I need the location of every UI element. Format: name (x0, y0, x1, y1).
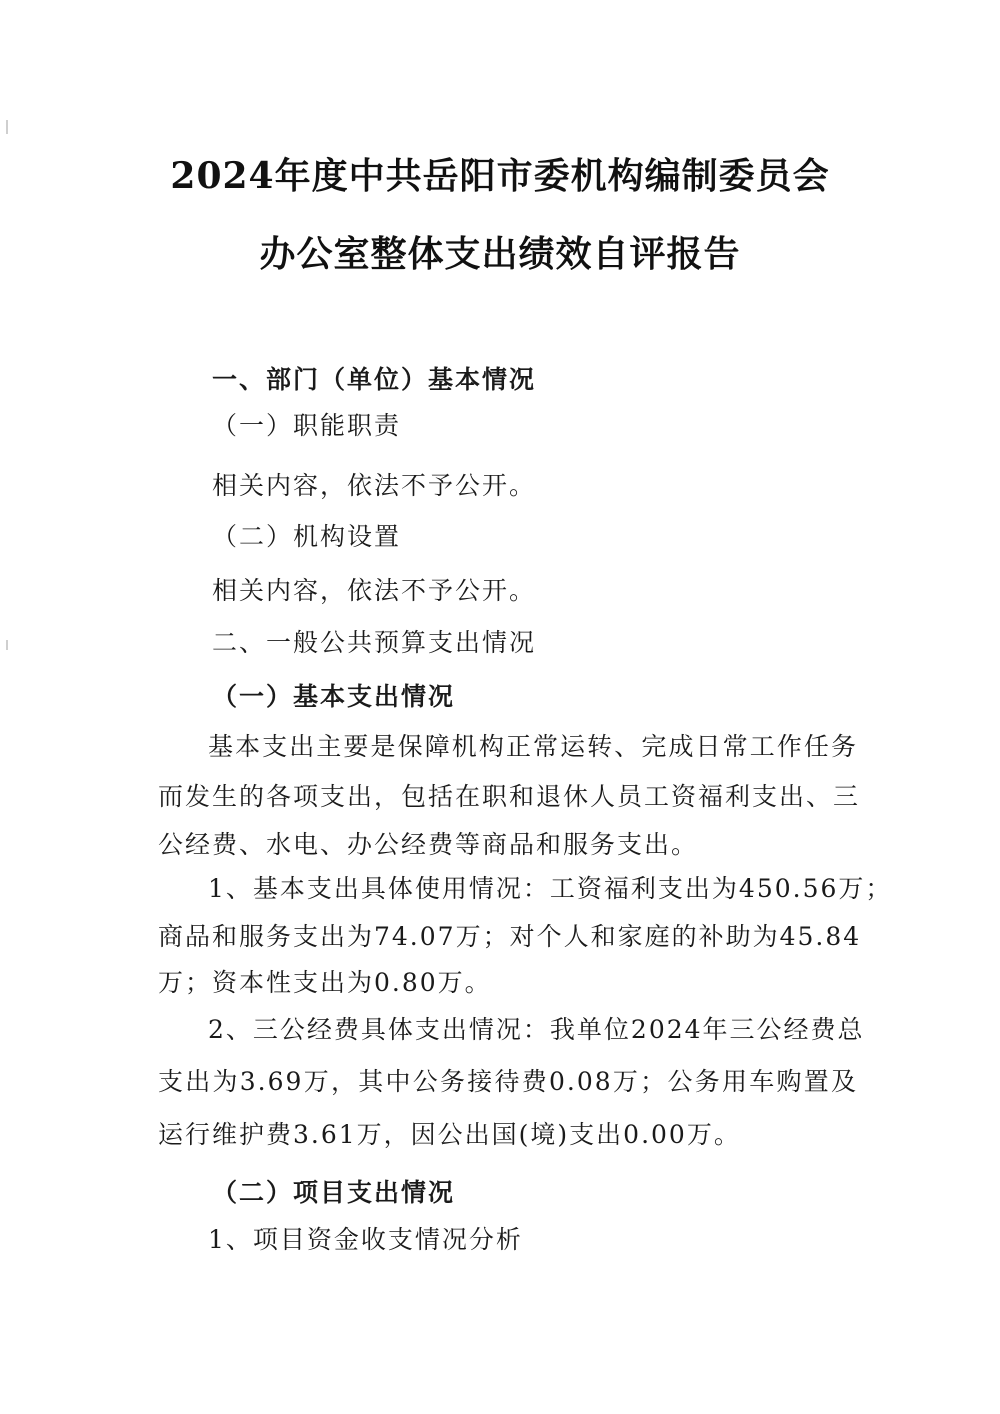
item-1-line: 万；资本性支出为0.80万。 (158, 968, 492, 997)
item-1-line: 商品和服务支出为74.07万；对个人和家庭的补助为45.84 (158, 922, 862, 951)
basic-paragraph-line: 而发生的各项支出，包括在职和退休人员工资福利支出、三 (158, 782, 861, 811)
subsection-1-text: 相关内容，依法不予公开。 (212, 471, 537, 500)
item-2-line: 2、三公经费具体支出情况：我单位2024年三公经费总 (208, 1015, 865, 1044)
document-title-line-2: 办公室整体支出绩效自评报告 (259, 233, 741, 275)
scan-margin-mark (6, 640, 8, 650)
subsection-2-text: 相关内容，依法不予公开。 (212, 576, 537, 605)
project-expenditure-heading: （二）项目支出情况 (212, 1178, 456, 1207)
item-2-line: 运行维护费3.61万，因公出国(境)支出0.00万。 (158, 1120, 741, 1149)
basic-paragraph-line: 基本支出主要是保障机构正常运转、完成日常工作任务 (208, 732, 858, 761)
subsection-1-heading: （一）职能职责 (212, 411, 402, 440)
item-1-line: 1、基本支出具体使用情况：工资福利支出为450.56万； (208, 874, 893, 903)
section-2-heading: 二、一般公共预算支出情况 (212, 628, 537, 657)
section-1-heading: 一、部门（单位）基本情况 (212, 365, 537, 394)
project-item-1: 1、项目资金收支情况分析 (208, 1225, 523, 1254)
document-title-line-1: 2024年度中共岳阳市委机构编制委员会 (170, 155, 830, 197)
scan-margin-mark (6, 120, 8, 134)
item-2-line: 支出为3.69万，其中公务接待费0.08万；公务用车购置及 (158, 1067, 858, 1096)
basic-expenditure-heading: （一）基本支出情况 (212, 682, 456, 711)
basic-paragraph-line: 公经费、水电、办公经费等商品和服务支出。 (158, 830, 699, 859)
subsection-2-heading: （二）机构设置 (212, 522, 402, 551)
